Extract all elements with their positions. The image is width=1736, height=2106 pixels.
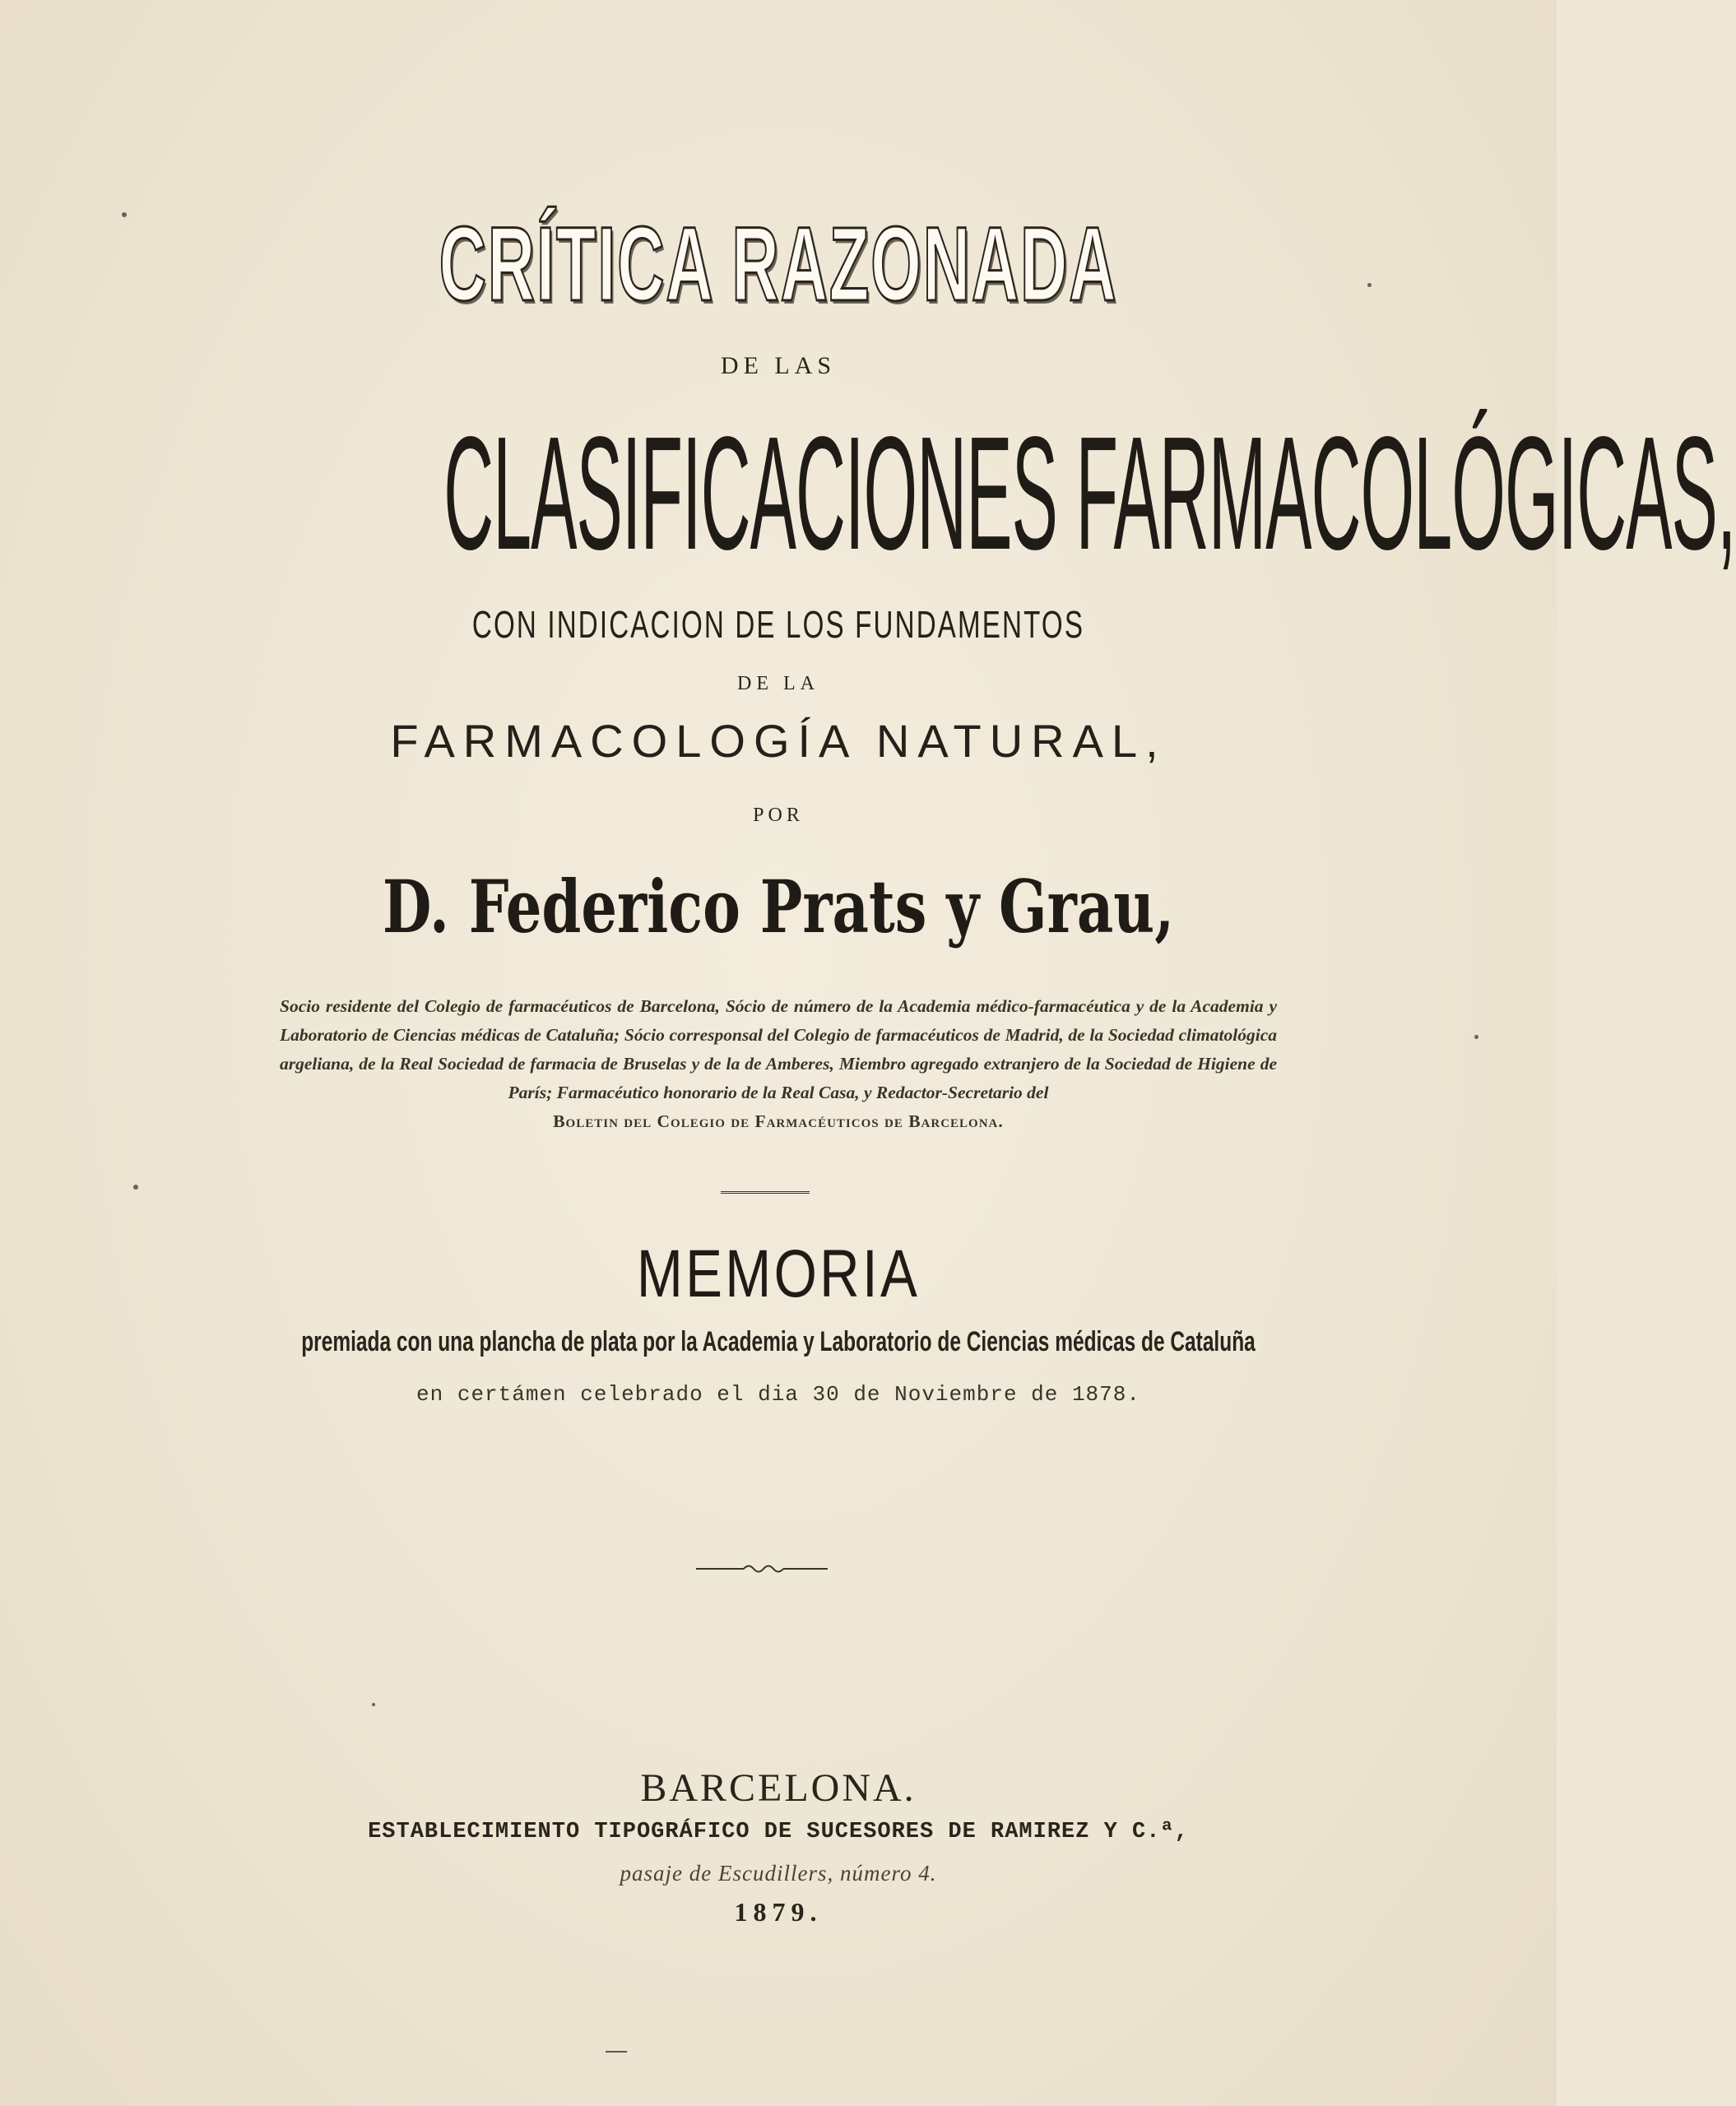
work-type-heading: MEMORIA	[636, 1236, 921, 1311]
author-credentials	[280, 992, 1277, 1136]
ornament-divider	[696, 1561, 828, 1575]
credentials-text: Socio residente del Colegio de farmacéuticos de Barcelona, Sócio de número de la Academia médico-farmacéutica y de la Academia y Laboratorio de Ciencias médicas de Cataluña; Sócio corresponsal del Colegio de farmacéuticos de Madrid, de la Sociedad climatológica argeliana, de la Real Sociedad de farmacia de Bruselas y de la de Amberes, Miembro agregado extranjero de la Sociedad de Higiene de París; Farmacéutico honorario de la Real Casa, y Redactor-Secretario del	[280, 996, 1277, 1102]
author-name: D. Federico Prats y Grau,	[382, 864, 1175, 949]
connector-de-la: DE LA	[737, 673, 819, 694]
paper-speck	[122, 212, 127, 217]
award-line: premiada con una plancha de plata por la Academia y Laboratorio de Ciencias médicas de Cataluña	[301, 1326, 1256, 1357]
imprint-printer: ESTABLECIMIENTO TIPOGRÁFICO DE SUCESORES DE RAMIREZ Y C.ª,	[368, 1820, 1189, 1844]
subtitle-line-2: FARMACOLOGÍA NATURAL,	[390, 715, 1167, 767]
by-label: POR	[753, 805, 804, 826]
imprint-city: BARCELONA.	[640, 1766, 917, 1810]
main-title-line-2: CLASIFICACIONES FARMACOLÓGICAS,	[443, 403, 1736, 583]
imprint-year: 1879.	[734, 1897, 823, 1927]
subtitle-line: CON INDICACION DE LOS FUNDAMENTOS	[471, 603, 1085, 646]
paper-speck	[133, 1185, 138, 1190]
bottom-mark	[606, 2051, 627, 2053]
paper-speck	[1367, 283, 1372, 287]
credentials-journal: Boletin del Colegio de Farmacéuticos de Barcelona.	[553, 1111, 1004, 1131]
contest-line: en certámen celebrado el dia 30 de Noviembre de 1878.	[416, 1382, 1140, 1407]
connector-de-las: DE LAS	[720, 352, 837, 379]
main-title-line-1: CRÍTICA RAZONADA	[439, 206, 1118, 323]
paper-speck	[372, 1703, 375, 1706]
imprint-address: pasaje de Escudillers, número 4.	[620, 1861, 937, 1886]
divider-rule	[721, 1191, 810, 1194]
paper-speck	[1474, 1035, 1478, 1039]
